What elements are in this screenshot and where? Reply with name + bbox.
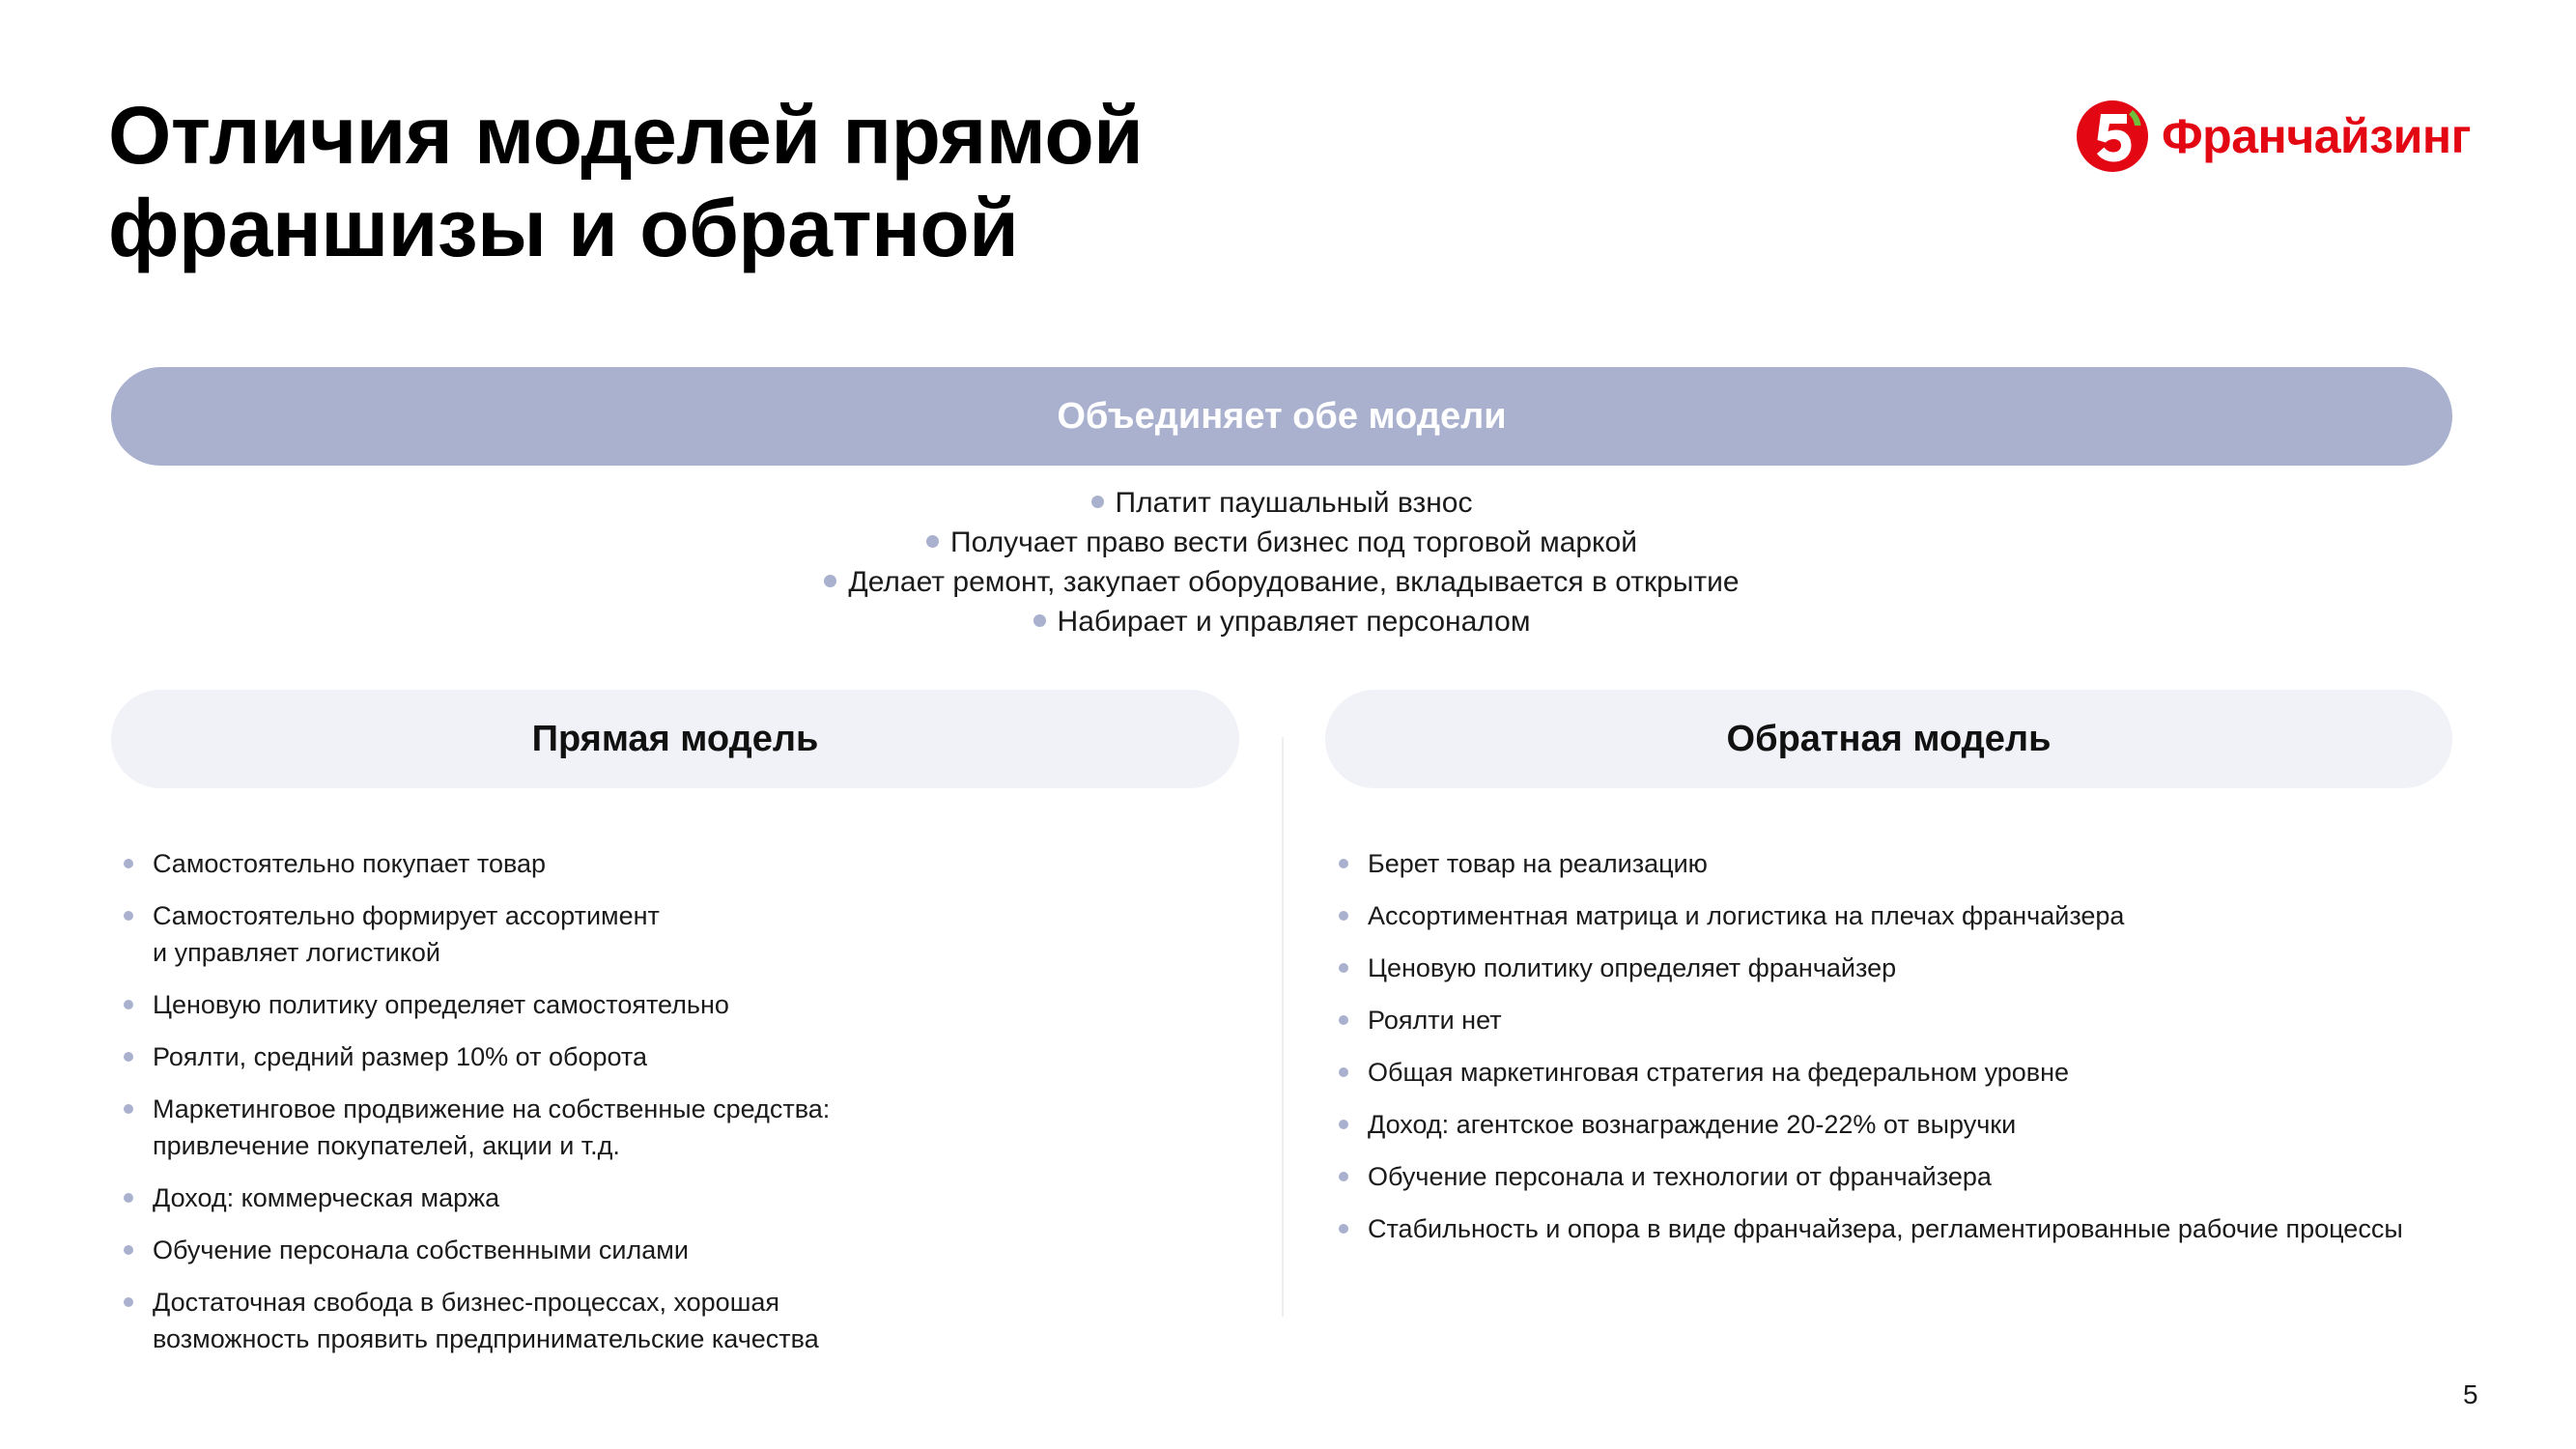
reverse-model-list [1339,845,2449,1263]
list-item: Набирает и управляет персоналом [111,602,2452,641]
bullet-dot-icon [1339,911,1348,921]
page-title-line-1: Отличия моделей прямой [108,90,1144,181]
page-title-line-2: франшизы и обратной [108,183,1019,273]
bullet-dot-icon [124,1297,133,1307]
column-divider [1282,737,1284,1317]
bullet-dot-icon [124,1193,133,1203]
bullet-dot-icon [926,535,939,548]
list-item: Берет товар на реализацию [1339,845,2449,882]
list-item: Ценовую политику определяет самостоятельно [124,986,1215,1023]
bullet-dot-icon [1339,963,1348,973]
list-item: Ассортиментная матрица и логистика на плечах франчайзера [1339,897,2449,934]
reverse-model-header-label: Обратная модель [1726,718,2052,759]
bullet-dot-icon [1091,496,1104,508]
common-section-header-label: Объединяет обе модели [1057,395,1507,437]
list-item: Делает ремонт, закупает оборудование, вкладывается в открытие [111,562,2452,602]
list-item: Платит паушальный взнос [111,483,2452,523]
bullet-dot-icon [1339,1224,1348,1234]
common-section-header [111,367,2452,466]
bullet-dot-icon [124,1052,133,1062]
pyaterochka-5-icon [2077,100,2148,172]
list-item: Роялти нет [1339,1002,2449,1038]
list-item: Обучение персонала и технологии от франчайзера [1339,1158,2449,1195]
brand-logo [2077,100,2471,172]
list-item: Самостоятельно формирует ассортимент и управляет логистикой [124,897,1215,971]
bullet-dot-icon [1339,1067,1348,1077]
list-item: Обучение персонала собственными силами [124,1232,1215,1268]
direct-model-list [124,845,1215,1373]
logo-text: Франчайзинг [2162,109,2471,163]
list-item: Общая маркетинговая стратегия на федеральном уровне [1339,1054,2449,1091]
bullet-dot-icon [124,859,133,868]
direct-model-header [111,690,1239,788]
common-features-list [111,483,2452,641]
list-item: Ценовую политику определяет франчайзер [1339,950,2449,986]
list-item: Маркетинговое продвижение на собственные средства: привлечение покупателей, акции и т.д. [124,1091,1215,1164]
direct-model-header-label: Прямая модель [531,718,819,759]
list-item: Получает право вести бизнес под торговой маркой [111,523,2452,562]
list-item: Достаточная свобода в бизнес-процессах, хорошая возможность проявить предпринимательские качества [124,1284,1215,1357]
bullet-dot-icon [1339,1120,1348,1129]
page-number: 5 [2463,1379,2478,1409]
bullet-dot-icon [124,1245,133,1255]
bullet-dot-icon [124,1000,133,1009]
reverse-model-header [1325,690,2452,788]
bullet-dot-icon [1339,859,1348,868]
bullet-dot-icon [124,911,133,921]
bullet-dot-icon [1033,614,1046,627]
bullet-dot-icon [1339,1015,1348,1025]
list-item: Роялти, средний размер 10% от оборота [124,1038,1215,1075]
list-item: Доход: агентское вознаграждение 20-22% от выручки [1339,1106,2449,1143]
list-item: Доход: коммерческая маржа [124,1179,1215,1216]
page-title [108,89,1460,274]
bullet-dot-icon [824,575,836,587]
bullet-dot-icon [124,1104,133,1114]
list-item: Самостоятельно покупает товар [124,845,1215,882]
list-item: Стабильность и опора в виде франчайзера, регламентированные рабочие процессы [1339,1210,2449,1247]
bullet-dot-icon [1339,1172,1348,1181]
